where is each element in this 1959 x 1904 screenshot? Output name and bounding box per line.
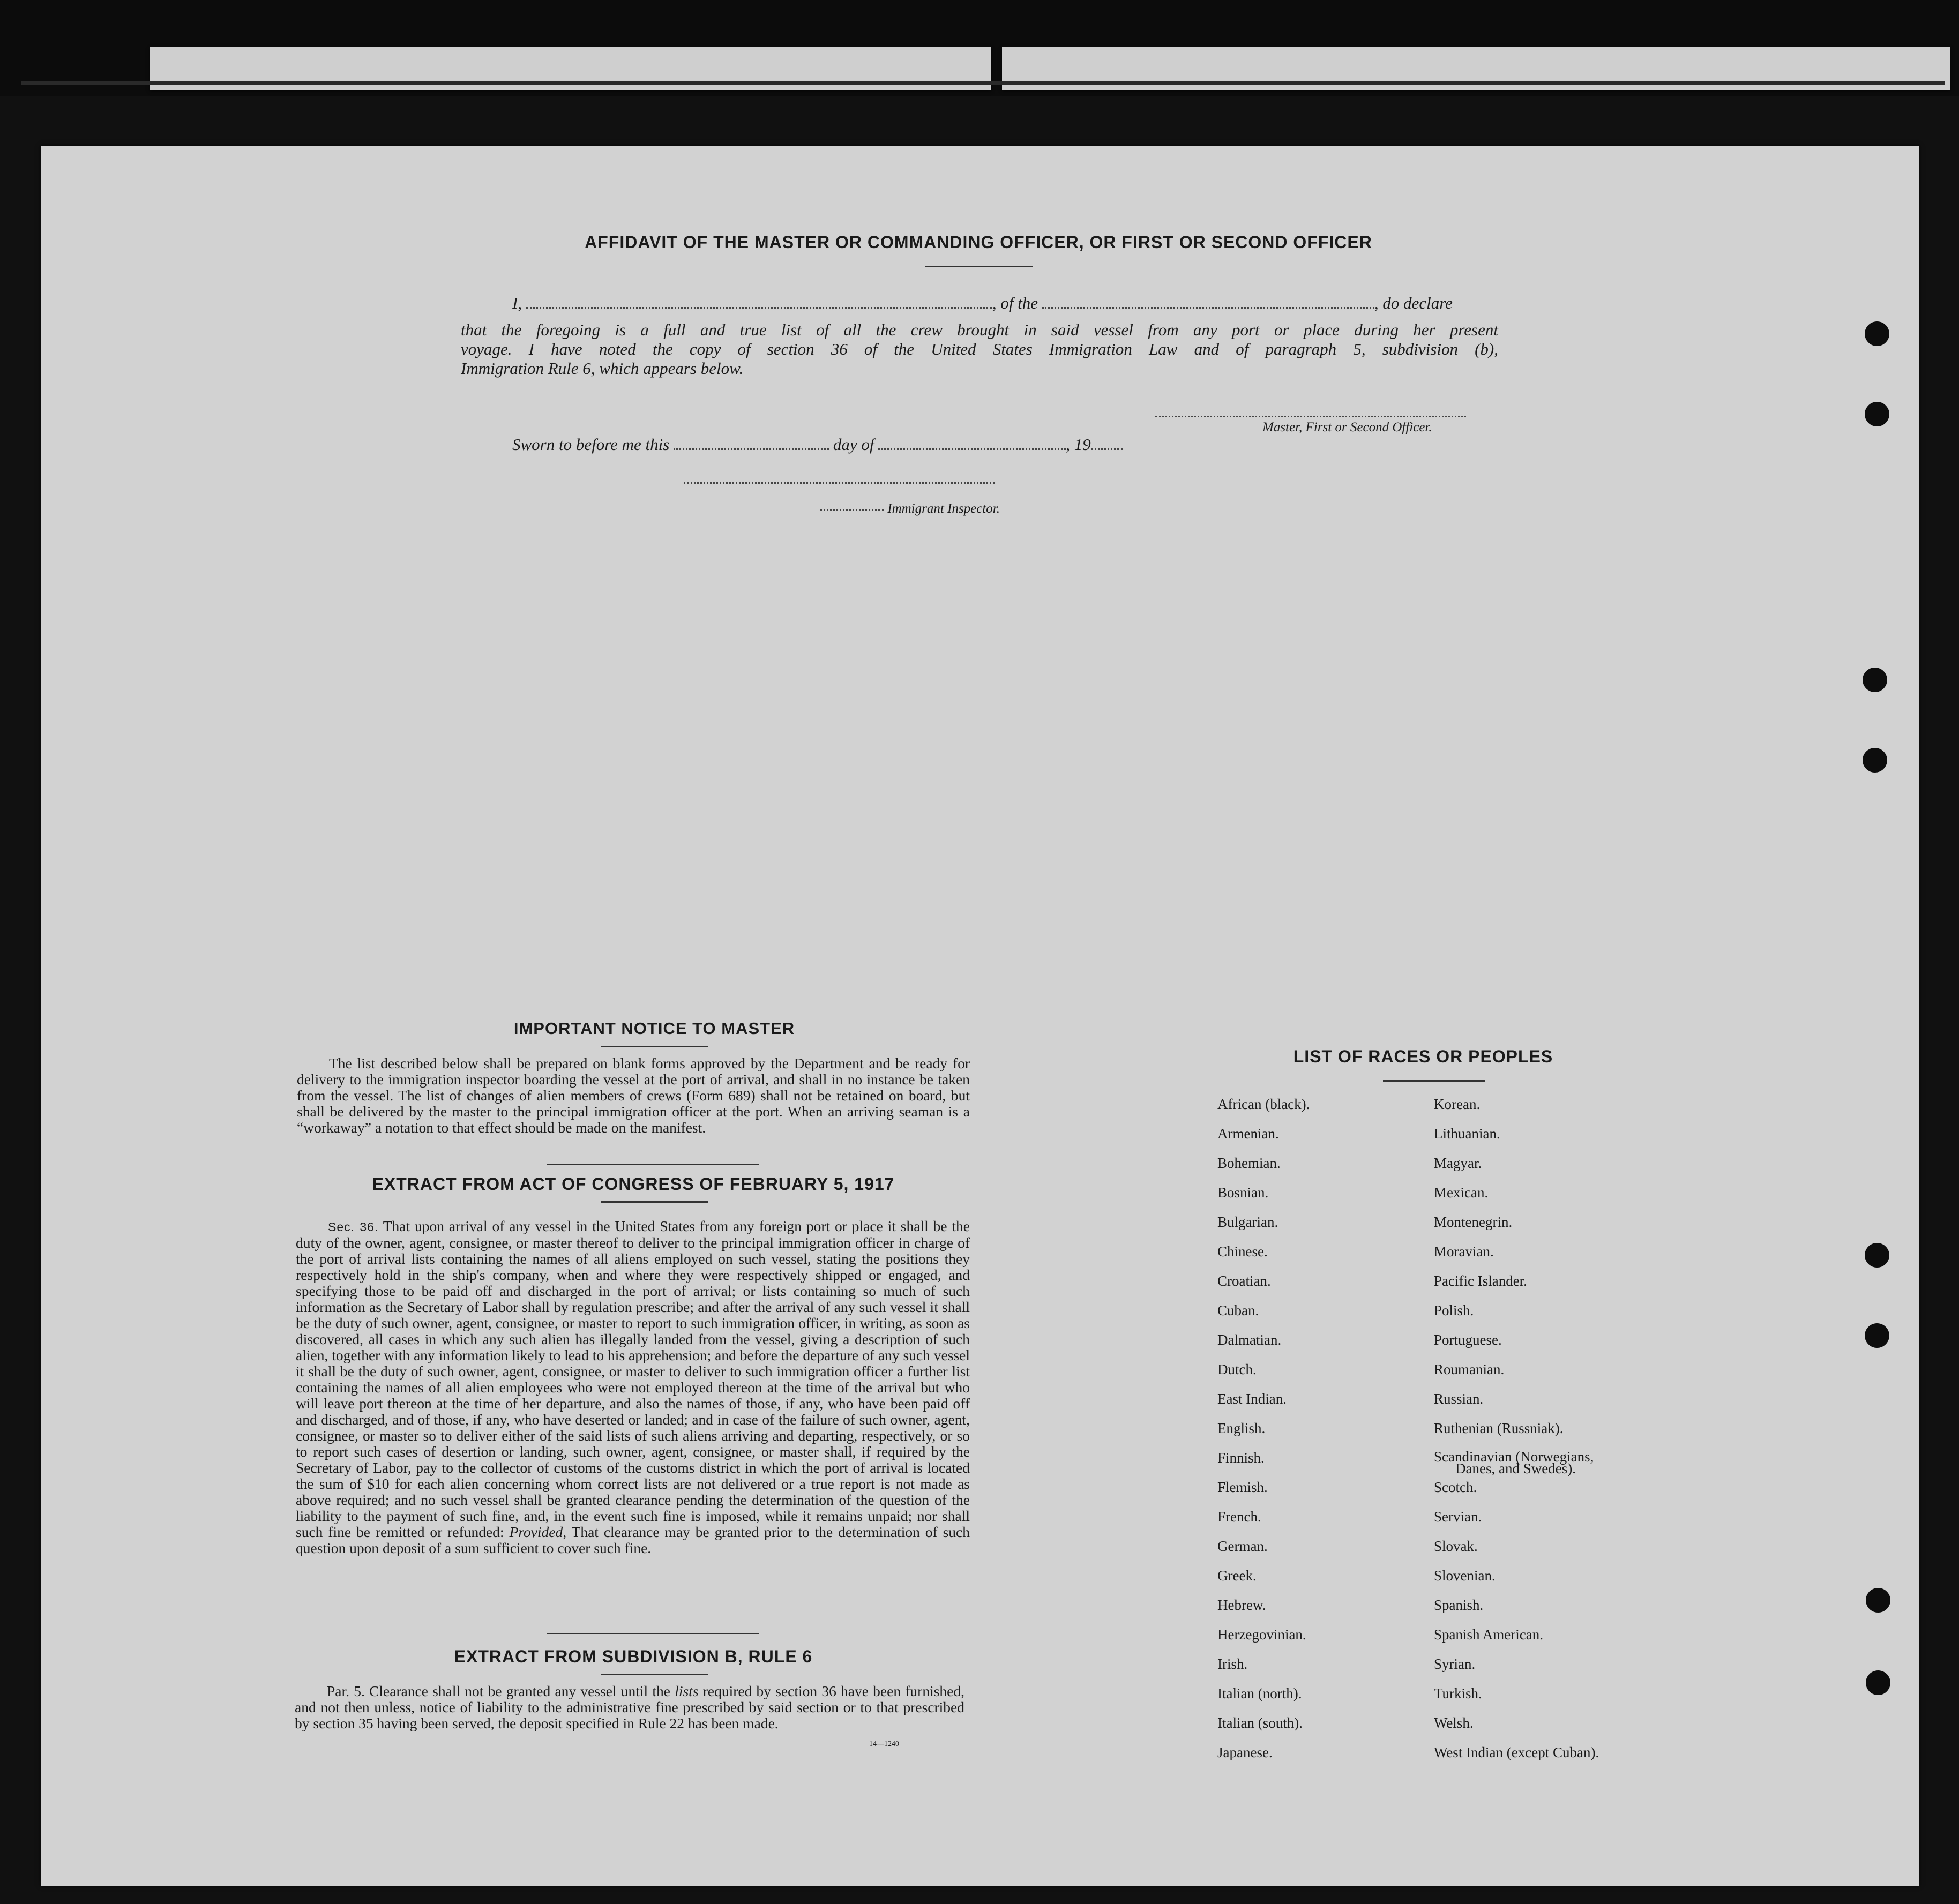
par-5-text: Clearance shall not be granted any vessel until the: [369, 1683, 670, 1699]
title-rule: [601, 1674, 708, 1675]
sworn-day-blank[interactable]: [674, 448, 829, 450]
document-page: [41, 146, 1919, 1886]
race-item: Dalmatian.: [1217, 1332, 1282, 1348]
race-item: Scotch.: [1434, 1479, 1477, 1495]
race-item: East Indian.: [1217, 1391, 1287, 1407]
declare-i: I,: [512, 294, 522, 312]
race-item: Roumanian.: [1434, 1361, 1505, 1377]
affidavit-declaration-line: [512, 294, 1453, 313]
races-title: LIST OF RACES OR PEOPLES: [1293, 1047, 1553, 1066]
race-item: Cuban.: [1217, 1302, 1259, 1318]
race-item: Bosnian.: [1217, 1185, 1269, 1201]
race-item: Armenian.: [1217, 1126, 1279, 1142]
title-rule: [601, 1046, 708, 1047]
race-item: Croatian.: [1217, 1273, 1271, 1289]
punch-hole: [1865, 1243, 1889, 1268]
race-item: Flemish.: [1217, 1479, 1268, 1495]
section-divider: [547, 1164, 759, 1165]
race-item: Finnish.: [1217, 1450, 1265, 1466]
signature-blank[interactable]: [1155, 416, 1466, 417]
race-item: Korean.: [1434, 1096, 1481, 1112]
races-list-right: [1434, 1096, 1599, 1774]
sec-36-text-end: That clearance may be granted prior to the determination of such question upon deposit of a sum sufficient to cover such fine.: [296, 1524, 970, 1556]
affidavit-body: [461, 320, 1498, 378]
race-item: Bulgarian.: [1217, 1214, 1278, 1230]
inspector-line: [820, 501, 1000, 516]
race-item: Scandinavian (Norwegians,: [1434, 1449, 1594, 1465]
race-item: Chinese.: [1217, 1243, 1268, 1260]
affidavit-body-line: Immigration Rule 6, which appears below.: [461, 359, 744, 378]
race-item: Welsh.: [1434, 1715, 1474, 1731]
race-item: Servian.: [1434, 1509, 1482, 1525]
race-item: Hebrew.: [1217, 1597, 1266, 1613]
title-rule: [1383, 1080, 1485, 1082]
race-item-continuation: Danes, and Swedes).: [1455, 1460, 1576, 1476]
race-item: Dutch.: [1217, 1361, 1257, 1377]
inspector-label: Immigrant Inspector.: [887, 501, 1000, 516]
race-item: Mexican.: [1434, 1185, 1489, 1201]
affidavit-body-line: voyage. I have noted the copy of section 36 of the United States Immigration Law and of paragraph 5, subdivision (b),: [461, 340, 1498, 358]
race-item: Italian (south).: [1217, 1715, 1303, 1731]
vessel-name-blank[interactable]: [1042, 307, 1374, 309]
do-declare-label: , do declare: [1374, 294, 1453, 312]
race-item: Spanish.: [1434, 1597, 1484, 1613]
form-number: 14—1240: [869, 1740, 899, 1748]
punch-hole: [1866, 1588, 1890, 1613]
punch-hole: [1863, 748, 1887, 773]
race-item: Greek.: [1217, 1568, 1257, 1584]
race-item: French.: [1217, 1509, 1261, 1525]
lists-word: lists: [675, 1683, 699, 1699]
race-item: English.: [1217, 1420, 1266, 1436]
section-divider: [547, 1633, 759, 1634]
race-item: Pacific Islander.: [1434, 1273, 1527, 1289]
signature-label: Master, First or Second Officer.: [1262, 420, 1432, 434]
punch-hole: [1865, 402, 1889, 426]
race-item: Magyar.: [1434, 1155, 1482, 1171]
sworn-line: [512, 435, 1123, 454]
affidavit-title: AFFIDAVIT OF THE MASTER OR COMMANDING OFFICER, OR FIRST OR SECOND OFFICER: [585, 233, 1372, 252]
punch-hole: [1865, 1323, 1889, 1348]
race-item: Japanese.: [1217, 1744, 1273, 1760]
punch-hole: [1865, 321, 1889, 346]
race-item: Russian.: [1434, 1391, 1484, 1407]
race-item: Irish.: [1217, 1656, 1248, 1672]
title-rule: [925, 266, 1033, 267]
punch-hole: [1863, 668, 1887, 692]
punch-hole: [1866, 1670, 1890, 1695]
race-item: Bohemian.: [1217, 1155, 1281, 1171]
race-item: West Indian (except Cuban).: [1434, 1744, 1599, 1760]
act-extract-title: EXTRACT FROM ACT OF CONGRESS OF FEBRUARY 5, 1917: [372, 1174, 895, 1194]
race-item: African (black).: [1217, 1096, 1310, 1112]
race-item: Ruthenian (Russniak).: [1434, 1420, 1564, 1436]
race-item-scandinavian: [1434, 1450, 1599, 1479]
sworn-month-blank[interactable]: [878, 448, 1066, 450]
race-item: Moravian.: [1434, 1243, 1494, 1260]
notice-title: IMPORTANT NOTICE TO MASTER: [513, 1019, 795, 1038]
race-item: Slovenian.: [1434, 1568, 1496, 1584]
race-item: Turkish.: [1434, 1685, 1482, 1701]
officer-name-blank[interactable]: [526, 307, 992, 309]
notice-body: The list described below shall be prepared on blank forms approved by the Department and be ready for delivery to the immigration inspector boarding the vessel at the port of arrival, and shall in no instance be taken from the vessel. The list of changes of alien members of crews (Form 689) shall not be retained on board, but shall be delivered by the master to the principal immigration officer at the port. When an arriving seaman is a “workaway” a notation to that effect should be made on the manifest.: [297, 1055, 970, 1136]
of-the-label: , of the: [992, 294, 1038, 312]
par-5-text-end: required by section 36 have been furnished, and not then unless, notice of liability to the administrative fine prescribed by said section or to that prescribed by section 35 having been served, the deposit specified in Rule 22 has been made.: [295, 1683, 965, 1731]
race-item: Syrian.: [1434, 1656, 1476, 1672]
race-item: Slovak.: [1434, 1538, 1478, 1554]
title-rule: [601, 1201, 708, 1203]
rule-extract-body: [295, 1683, 964, 1731]
act-extract-body: [296, 1218, 970, 1556]
race-item: Herzegovinian.: [1217, 1626, 1306, 1643]
race-item: Spanish American.: [1434, 1626, 1543, 1643]
inspector-title-blank[interactable]: [820, 509, 884, 511]
sworn-label: Sworn to before me this: [512, 435, 670, 454]
provided-word: Provided,: [509, 1524, 567, 1540]
divider: [21, 81, 1945, 85]
inspector-signature-blank[interactable]: [684, 482, 995, 484]
sec-36-text: That upon arrival of any vessel in the United States from any foreign port or place it shall be the duty of the owner, agent, consignee, or master thereof to deliver to the principal immigration officer in charge of the port of arrival lists containing the names of all aliens employed on such vessel, stating the positions they respectively hold in the ship's company, when and where they were respectively shipped or engaged, and specifying those to be paid off and discharged in the port of arrival; or lists containing so much of such information as the Secretary of Labor shall by regulation prescribe; and after the arrival of any such vessel it shall be the duty of such owner, agent, consignee, or master to report to such immigration officer, in writing, as soon as discovered, all cases in which any such alien has illegally landed from the vessel, giving a description of such alien, together with any information likely to lead to his apprehension; and before the departure of any such vessel it shall be the duty of such owner, agent, consignee, or master to deliver to such immigration officer a further list containing the names of all alien employees who were not employed thereon at the time of the arrival but who will leave port thereon at the time of her departure, and also the names of those, if any, who have been paid off and discharged, and of those, if any, who have deserted or landed; and in case of the failure of such owner, agent, consignee, or master so to deliver either of the said lists of such aliens arriving and departing, respectively, or so to report such cases of desertion or landing, such owner, agent, consignee, or master shall, if required by the Secretary of Labor, pay to the collector of customs of the customs district in which the port of arrival is located the sum of $10 for each alien concerning whom correct lists are not delivered or a true report is not made as above required; and no such vessel shall be granted clearance pending the determination of the question of the liability to the payment of such fine, and, in the event such fine is imposed, while it remains unpaid; nor shall such fine be remitted or refunded:: [296, 1218, 970, 1540]
race-item: Portuguese.: [1434, 1332, 1502, 1348]
par-label: Par. 5.: [327, 1683, 365, 1699]
races-list-left: [1217, 1096, 1310, 1774]
year-prefix: , 19: [1066, 435, 1091, 454]
affidavit-body-line: that the foregoing is a full and true list of all the crew brought in said vessel from any port or place during her present: [461, 320, 1498, 339]
race-item: Italian (north).: [1217, 1685, 1302, 1701]
race-item: Lithuanian.: [1434, 1126, 1500, 1142]
day-of-label: day of: [833, 435, 874, 454]
race-item: Polish.: [1434, 1302, 1474, 1318]
rule-extract-title: EXTRACT FROM SUBDIVISION B, RULE 6: [454, 1647, 813, 1666]
sworn-year-blank[interactable]: [1091, 448, 1123, 450]
race-item: German.: [1217, 1538, 1268, 1554]
sec-label: Sec. 36.: [328, 1220, 379, 1234]
race-item: Montenegrin.: [1434, 1214, 1513, 1230]
